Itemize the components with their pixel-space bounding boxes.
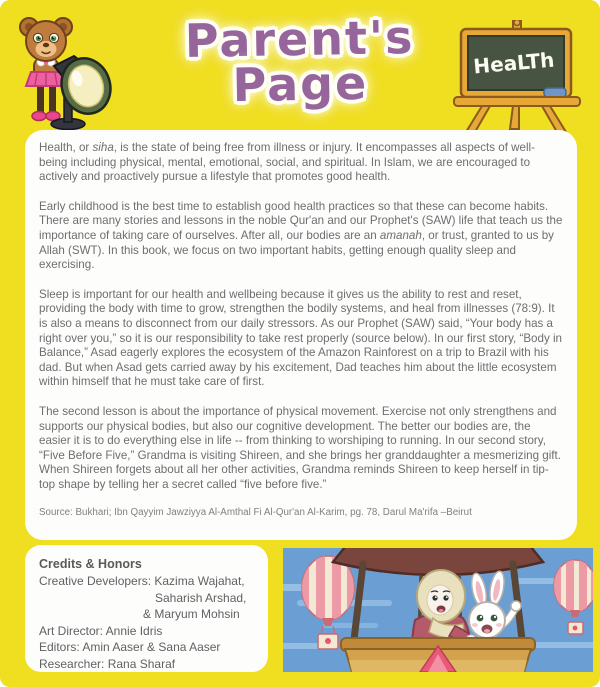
credit-line-researcher: Researcher: Rana Sharaf — [39, 656, 176, 671]
page-title-line2: Page — [232, 55, 369, 113]
chalkboard-easel-icon — [452, 20, 584, 136]
chalkboard-text: HeaLTh — [472, 47, 556, 79]
credit-line-developer-2: Saharish Arshad, — [155, 590, 247, 605]
paragraph-exercise-lesson: The second lesson is about the importance of physical movement. Exercise not only strengthens and supports our physical bodies, but also our cognitive development. The better our bodies are, the easier it is to do everything else in life -- from thinking to worshiping to running. In our second story, “Five Before Five,” Grandma is visiting Shireen, and she brings her granddaughter a mesmerizing gift. When Shireen forgets about all her other activities, Grandma reminds Shireen to keep herself in tip-top shape by telling her a secret called “five before five.” — [39, 404, 561, 491]
credit-line-developer-3: & Maryum Mohsin — [143, 607, 240, 621]
page-title-line1: Parent's — [184, 10, 415, 69]
paragraph-sleep-lesson: Sleep is important for our health and wellbeing because it gives us the ability to rest and reset, providing the body with time to grow, strengthen the bodily systems, and heal from illnesses (78:9). It is also a means to disconnect from our daily stressors. As our Prophet (SAW) said, “Your body has a right over you,” so it is our responsibility to take rest properly (source below). In our first story, “Body in Balance,” Asad eagerly explores the ecosystem of the Amazon Rainforest on a trip to Brazil with his dad. But when Asad gets carried away by his excitement, Dad teaches him about the little ecosystem within himself that he must take care of first. — [39, 287, 562, 389]
source-citation: Source: Bukhari; Ibn Qayyim Jawziyya Al-Amthal Fi Al-Qur'an Al-Karim, pg. 78, Darul Ma'rifa –Beirut — [39, 507, 472, 519]
credit-line-editors: Editors: Amin Aaser & Sana Aaser — [39, 640, 221, 654]
credit-line-art-director: Art Director: Annie Idris — [39, 623, 163, 638]
paragraph-early-childhood: Early childhood is the best time to establish good health practices so that these can become habits. There are many stories and lessons in the noble Qur'an and our Prophet's (SAW) life that teach us the importance of taking care of ourselves. After all, our bodies are an amanah, or trust, granted to us by Allah (SWT). In this book, we focus on two important habits, getting enough quality sleep and exercising. — [39, 199, 563, 272]
hot-air-balloon-girl-and-rabbit-icon — [283, 548, 593, 672]
intro-text-panel — [25, 130, 577, 540]
paragraph-health-definition: Health, or siha, is the state of being free from illness or injury. It encompasses all aspects of well-being including physical, mental, emotional, social, and spiritual. In Islam, we are encouraged to actively and proactively pursue a lifestyle that promotes good health. — [39, 141, 535, 184]
credits-heading: Credits & Honors — [39, 557, 142, 571]
credit-line-creative-developers: Creative Developers: Kazima Wajahat, — [39, 574, 245, 588]
credits-panel — [25, 545, 268, 672]
